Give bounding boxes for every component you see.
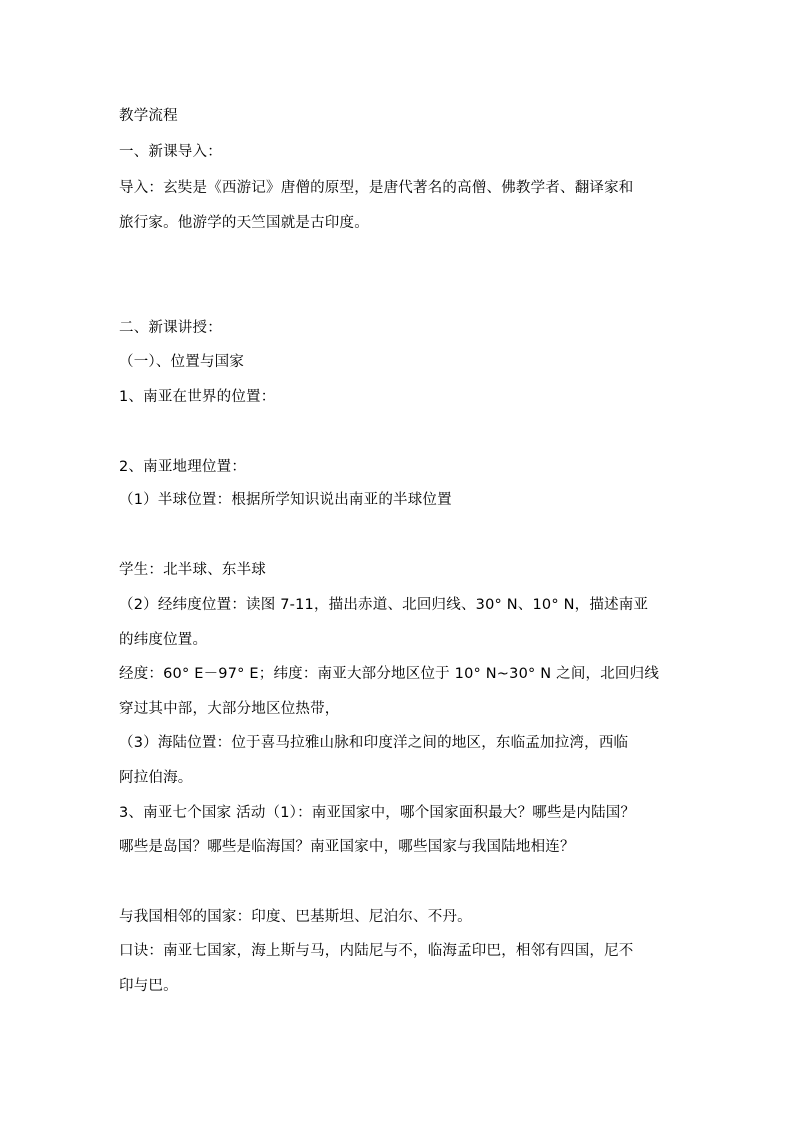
paragraph-line: 1、南亚在世界的位置： [119,389,276,405]
paragraph-line: 2、南亚地理位置： [119,459,247,475]
paragraph-line: 3、南亚七个国家 活动（1）：南亚国家中，哪个国家面积最大？哪些是内陆国？ [119,805,636,821]
paragraph-line: 穿过其中部，大部分地区位热带， [119,701,340,717]
paragraph-line: （2）经纬度位置：读图 7-11，描出赤道、北回归线、30° N、10° N，描述南亚 [119,597,649,613]
paragraph-line: 学生：北半球、东半球 [119,562,266,578]
paragraph-line: 导入：玄奘是《西游记》唐僧的原型，是唐代著名的高僧、佛教学者、翻译家和 [119,180,634,196]
paragraph-line: （1）半球位置：根据所学知识说出南亚的半球位置 [119,492,452,508]
paragraph-line: 经度：60° E－97° E；纬度：南亚大部分地区位于 10° N~30° N 之间，北回归线 [119,666,660,682]
paragraph-line: 的纬度位置。 [119,632,208,648]
paragraph-line: 口诀：南亚七国家，海上斯与马，内陆尼与不，临海孟印巴，相邻有四国，尼不 [119,943,634,959]
paragraph-line: （3）海陆位置：位于喜马拉雅山脉和印度洋之间的地区，东临孟加拉湾，西临 [119,735,629,751]
paragraph-line: 哪些是岛国？哪些是临海国？南亚国家中，哪些国家与我国陆地相连？ [119,839,575,855]
paragraph-line: 印与巴。 [119,978,178,994]
heading-intro: 一、新课导入： [119,144,222,160]
section-title: 教学流程 [119,108,178,124]
paragraph-line: 旅行家。他游学的天竺国就是古印度。 [119,215,369,231]
paragraph-line: 与我国相邻的国家：印度、巴基斯坦、尼泊尔、不丹。 [119,909,472,925]
heading-lecture: 二、新课讲授： [119,320,222,336]
subheading-location: （一）、位置与国家 [119,354,245,370]
paragraph-line: 阿拉伯海。 [119,770,193,786]
